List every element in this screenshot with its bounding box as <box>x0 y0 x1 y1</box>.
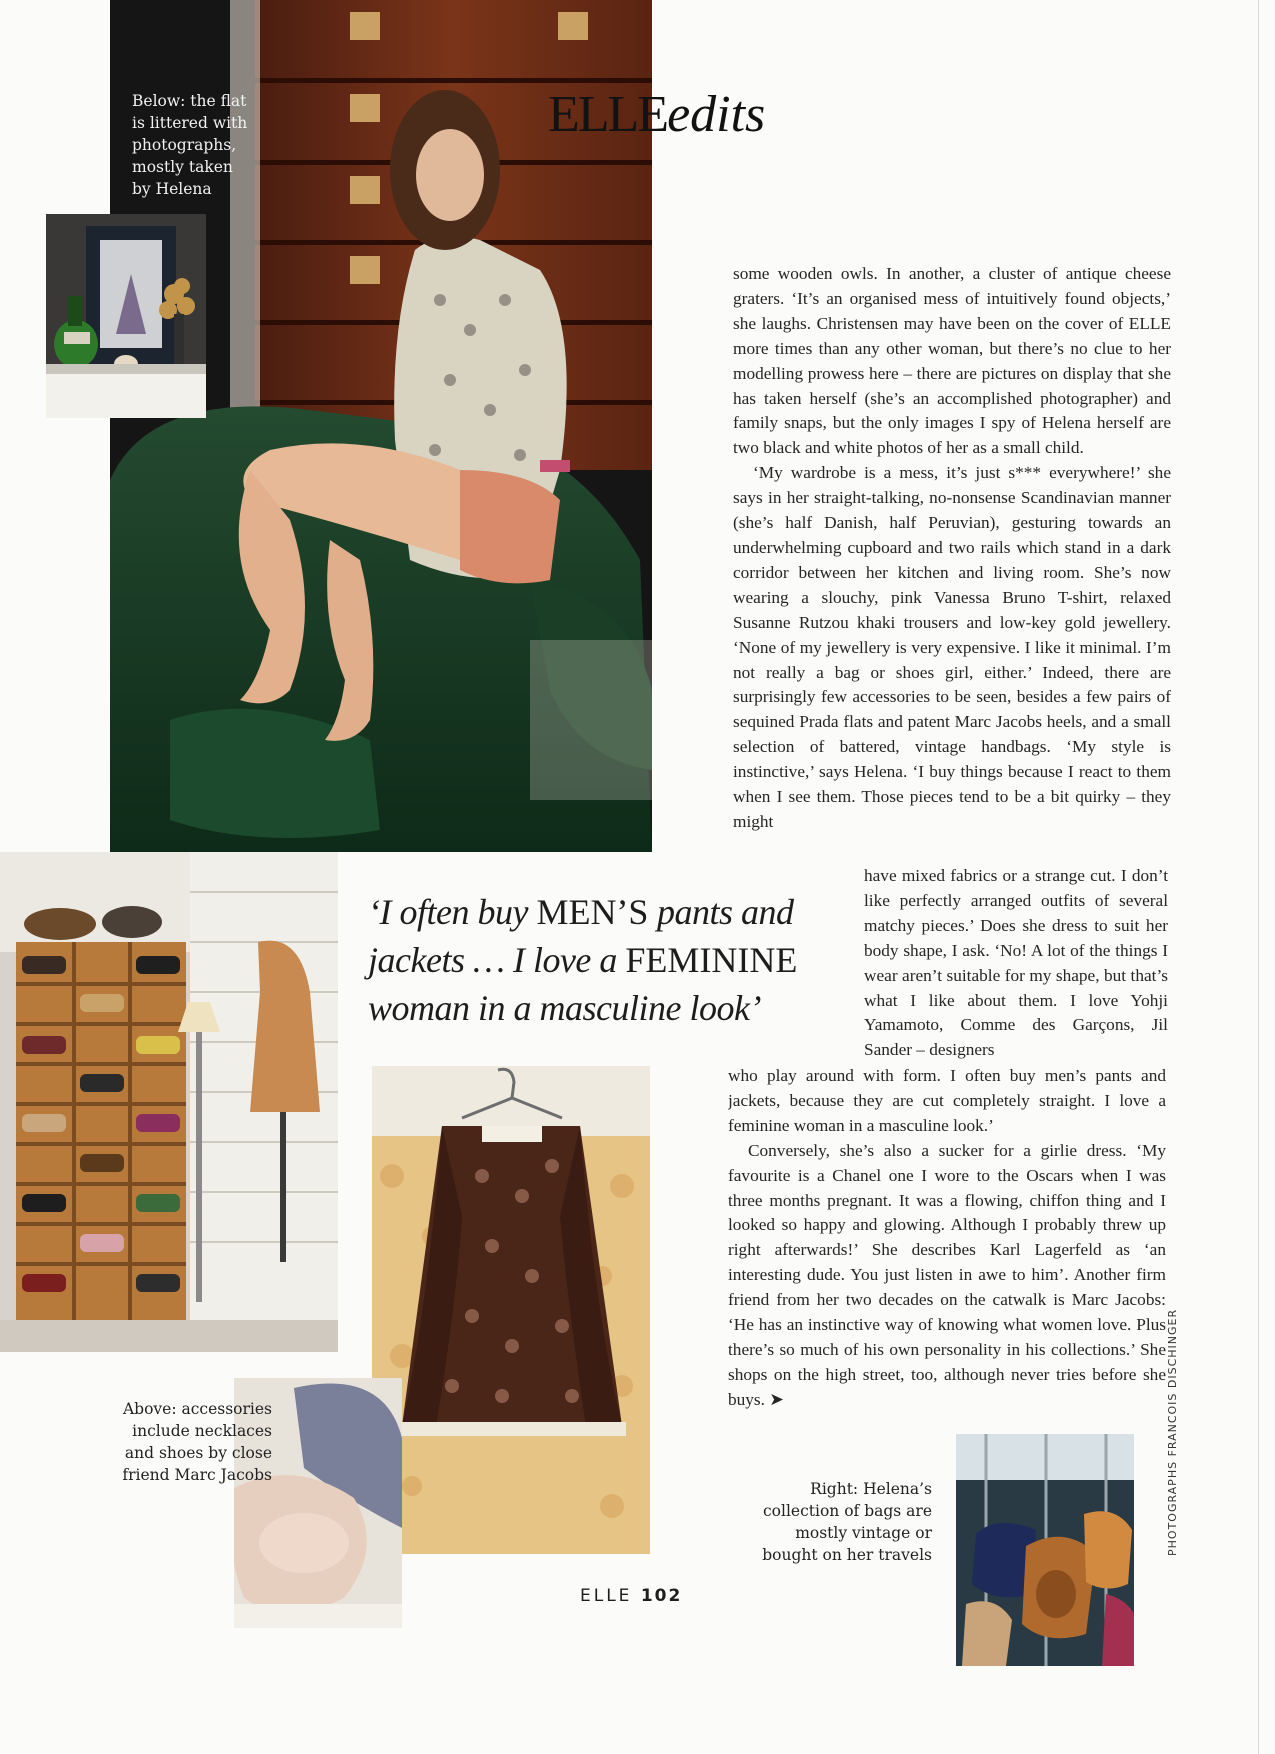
pull-quote-caps-1: MEN’S <box>536 892 649 932</box>
photo-bags-collection <box>956 1434 1134 1666</box>
pull-quote-caps-2: FEMININE <box>625 940 798 980</box>
article-column-top <box>733 262 1171 852</box>
article-paragraph: ‘My wardrobe is a mess, it’s just s*** everywhere!’ she says in her straight-talking, no-nonsense Scandinavian manner (she’s half Danish, half Peruvian), gesturing towards an underwhelming cupboard and two rails which stand in a dark corridor between her kitchen and living room. She’s now wearing a slouchy, pink Vanessa Bruno T-shirt, relaxed Susanne Rutzou khaki trousers and low-key gold jewellery. ‘None of my jewellery is very expensive. I like it minimal. I’m not really a bag or shoes girl, either.’ Indeed, there are surprisingly few accessories to be seen, besides a few pairs of sequined Prada flats and patent Marc Jacobs heels, and a small selection of battered, vintage handbags. ‘My style is instinctive,’ says Helena. ‘I buy things because I react to them when I see them. Those pieces tend to be a bit quirky – they might <box>733 463 1171 831</box>
caption-top-left: Below: the flat is littered with photographs, mostly taken by Helena <box>132 92 248 198</box>
pull-quote <box>368 888 842 1032</box>
pull-quote-part-1: ‘I often buy <box>368 892 537 932</box>
folio-brand: ELLE <box>580 1586 633 1606</box>
photo-dress-on-hanger <box>372 1066 650 1554</box>
page-edge-divider <box>1258 0 1259 1754</box>
article-paragraph: who play around with form. I often buy men’s pants and jackets, because they are cut completely straight. I love a feminine woman in a masculine look.’ <box>728 1066 1166 1135</box>
page-number: 102 <box>640 1586 683 1606</box>
caption-bottom-left: Above: accessories include necklaces and shoes by close friend Marc Jacobs <box>122 1400 272 1484</box>
page-folio <box>580 1586 682 1606</box>
article-column-bottom <box>728 1064 1166 1416</box>
masthead-section: edits <box>667 86 766 143</box>
article-paragraph: some wooden owls. In another, a cluster of antique cheese graters. ‘It’s an organised mess of intuitively found objects,’ she laughs. Christensen may have been on the cover of ELLE more times than any other woman, but there’s no clue to her modelling prowess here – there are pictures on display that she has taken herself (she’s an accomplished photographer) and family snaps, but the only images I spy of Helena herself are two black and white photos of her as a small child. <box>733 264 1171 458</box>
caption-bottom-right: Right: Helena’s collection of bags are mostly vintage or bought on her travels <box>762 1480 932 1564</box>
article-column-narrow <box>864 864 1168 1064</box>
section-masthead <box>548 84 765 145</box>
photo-shoe-cabinet <box>0 852 338 1352</box>
article-paragraph: have mixed fabrics or a strange cut. I don’t like perfectly arranged outfits of several matchy pieces.’ Does she dress to suit her body shape, I ask. ‘No! A lot of the things I wear aren’t suitable for my shape, but that’s what I like about them. I love Yohji Yamamoto, Comme des Garçons, Jil Sander – designers <box>864 866 1168 1060</box>
pull-quote-part-2: pants and jackets … I love a <box>368 892 794 980</box>
photo-credit: PHOTOGRAPHS FRANCOIS DISCHINGER <box>1166 1308 1179 1556</box>
article-paragraph: Conversely, she’s also a sucker for a girlie dress. ‘My favourite is a Chanel one I wore to the Oscars when I was three months pregnant. It was a flowing, chiffon thing and I looked so happy and glowing. Although I probably threw up right afterwards!’ She describes Karl Lagerfeld as ‘an interesting dude. You just listen in awe to him’. Another firm friend from her two decades on the catwalk is Marc Jacobs: ‘He has an instinctive way of knowing what women love. Plus there’s so much of his own personality in his collections.’ She shops on the high street, too, although never tries before she buys. ➤ <box>728 1140 1166 1409</box>
photo-shelf-objects <box>46 214 206 418</box>
pull-quote-part-3: woman in a masculine look’ <box>368 988 761 1028</box>
masthead-brand: ELLE <box>548 86 668 143</box>
